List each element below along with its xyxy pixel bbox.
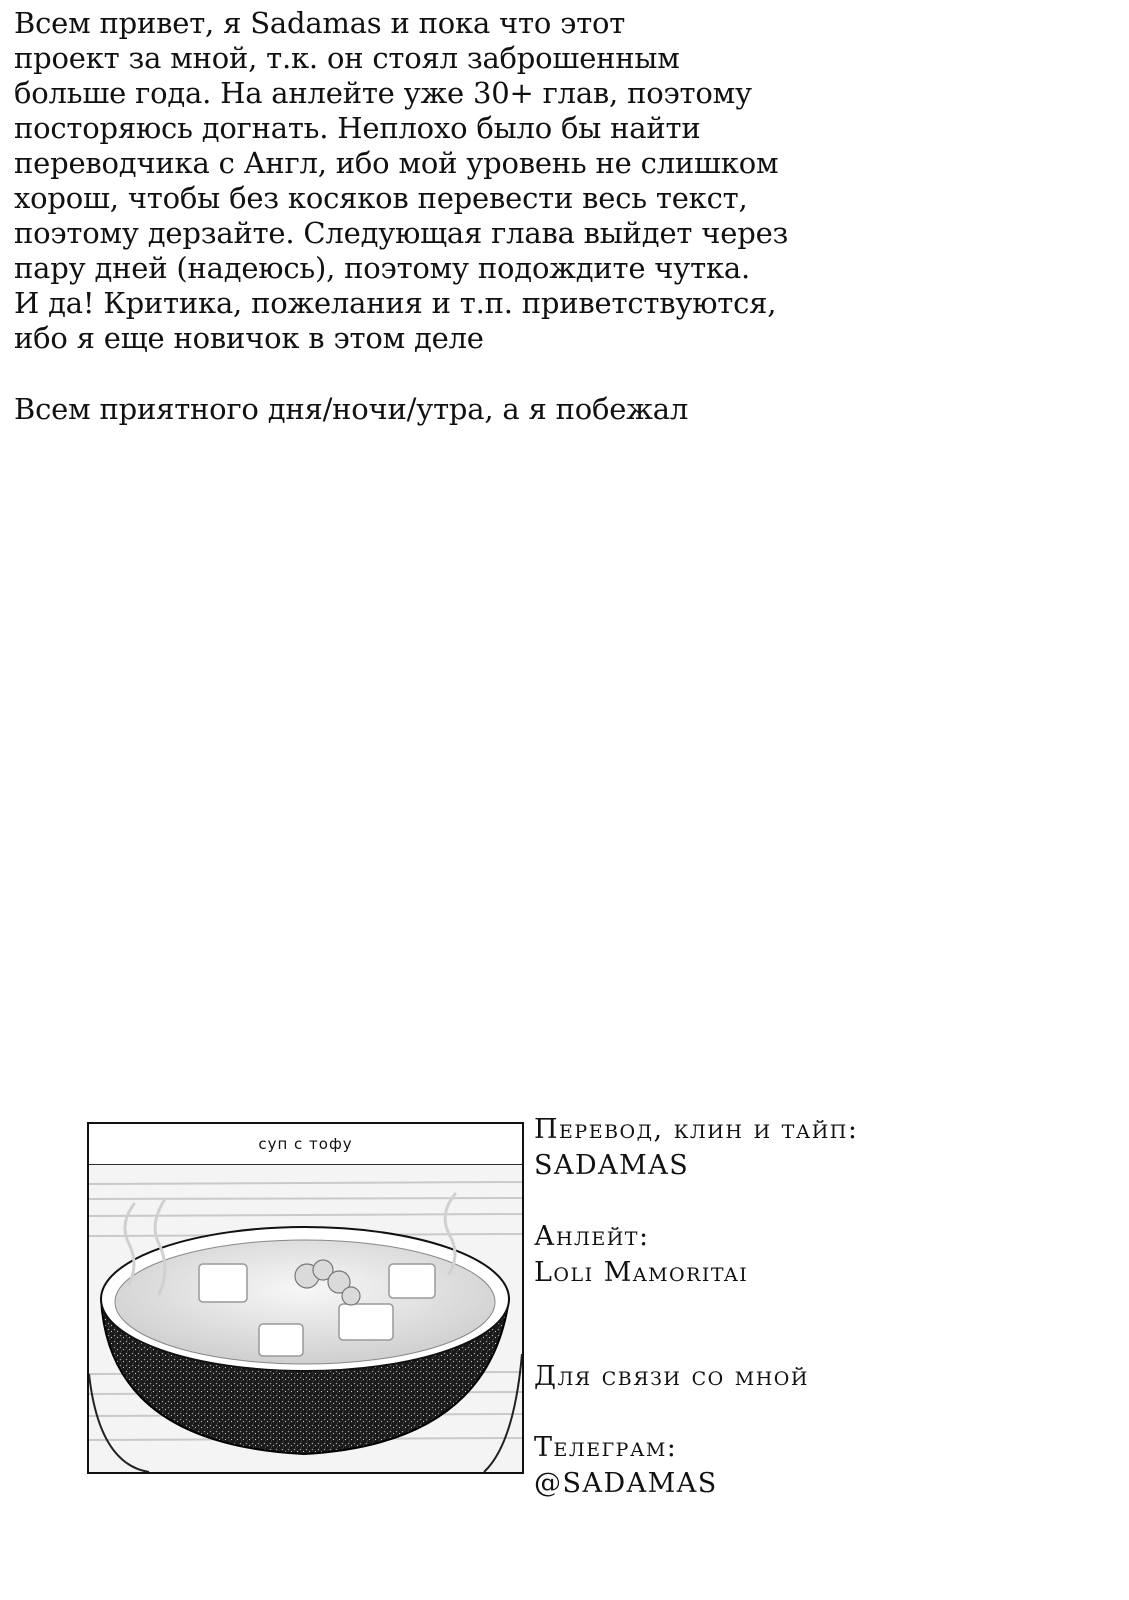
note-line: ибо я еще новичок в этом деле — [14, 321, 484, 355]
note-line: переводчика с Англ, ибо мой уровень не слишком — [14, 146, 779, 180]
credit-label: Анлейт: — [534, 1221, 650, 1252]
note-line: больше года. На анлейте уже 30+ глав, поэтому — [14, 76, 752, 110]
note-line: Всем привет, я Sadamas и пока что этот — [14, 6, 626, 40]
credit-value: SADAMAS — [534, 1150, 690, 1181]
farewell-line: Всем приятного дня/ночи/утра, а я побежал — [14, 392, 689, 426]
credit-label: Для связи со мной — [534, 1361, 809, 1392]
credit-english-release — [534, 1219, 748, 1291]
note-line: посторяюсь догнать. Неплохо было бы найти — [14, 111, 701, 145]
credit-value: @SADAMAS — [534, 1468, 718, 1499]
note-line: пару дней (надеюсь), поэтому подождите чутка. — [14, 251, 751, 285]
credit-telegram — [534, 1430, 718, 1502]
credit-contact — [534, 1359, 809, 1395]
note-line: И да! Критика, пожелания и т.п. приветствуются, — [14, 286, 777, 320]
credit-value: Loli Mamoritai — [534, 1257, 749, 1288]
credit-translation — [534, 1112, 858, 1184]
tofu-soup-bowl-illustration — [89, 1124, 522, 1472]
translator-note — [14, 6, 1014, 356]
note-line: поэтому дерзайте. Следующая глава выйдет через — [14, 216, 789, 250]
manga-panel-tofu-soup — [87, 1122, 524, 1474]
panel-caption: суп с тофу — [89, 1124, 522, 1165]
credit-label: Перевод, клин и тайп: — [534, 1114, 859, 1145]
note-line: проект за мной, т.к. он стоял заброшенным — [14, 41, 680, 75]
note-line: хорош, чтобы без косяков перевести весь текст, — [14, 181, 748, 215]
credit-label: Телеграм: — [534, 1432, 678, 1463]
